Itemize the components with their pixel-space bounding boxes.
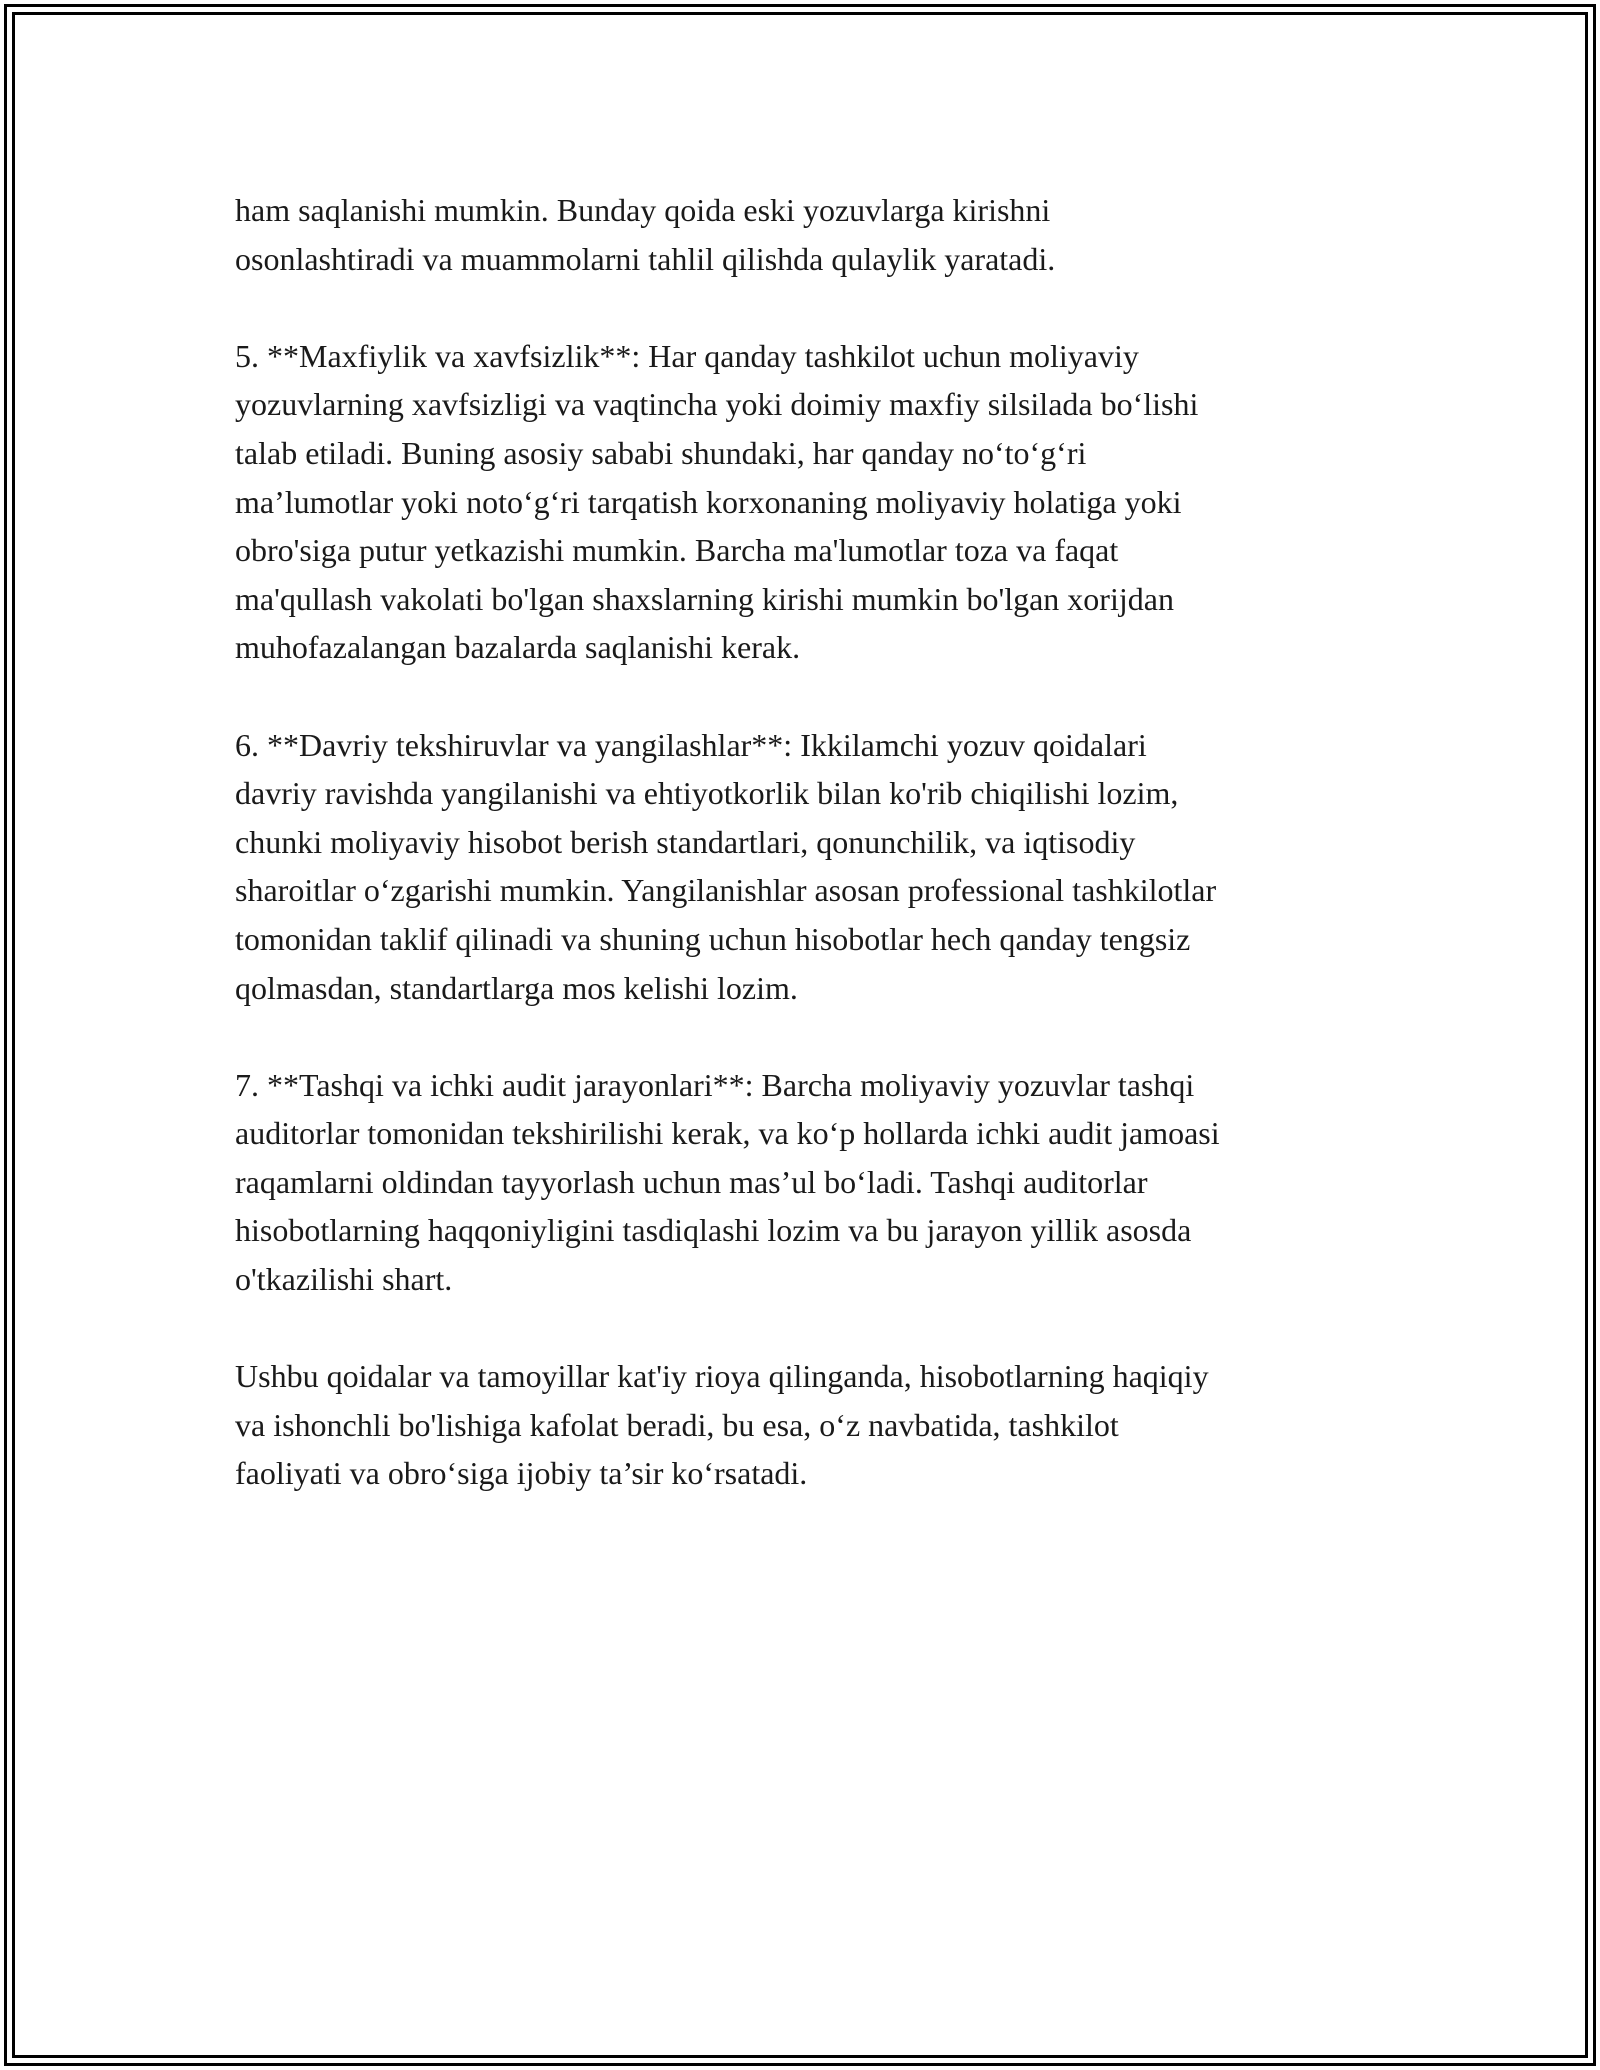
paragraph-item-7: 7. **Tashqi va ichki audit jarayonlari**: Barcha moliyaviy yozuvlar tashqi auditorlar tomonidan tekshirilishi kerak, va ko‘p hollarda ichki audit jamoasi raqamlarni oldindan tayyorlash uchun mas’ul bo‘ladi. Tashqi auditorlar hisobotlarning haqqoniyligini tasdiqlashi lozim va bu jarayon yillik asosda o'tkazilishi shart. xyxy=(235,1066,1220,1298)
paragraph-conclusion: Ushbu qoidalar va tamoyillar kat'iy rioya qilinganda, hisobotlarning haqiqiy va ishonchli bo'lishiga kafolat beradi, bu esa, o‘z navbatida, tashkilot faoliyati va obro‘siga ijobiy ta’sir ko‘rsatadi. xyxy=(235,1358,1209,1492)
paragraph-item-6: 6. **Davriy tekshiruvlar va yangilashlar**: Ikkilamchi yozuv qoidalari davriy ravishda yangilanishi va ehtiyotkorlik bilan ko'rib chiqilishi lozim, chunki moliyaviy hisobot berish standartlari, qonunchilik, va iqtisodiy sharoitlar o‘zgarishi mumkin. Yangilanishlar asosan professional tashkilotlar tomonidan taklif qilinadi va shuning uchun hisobotlar hech qanday tengsiz qolmasdan, standartlarga mos kelishi lozim. xyxy=(235,726,1217,1006)
paragraph-continuation: ham saqlanishi mumkin. Bunday qoida eski yozuvlarga kirishni osonlashtiradi va muammolarni tahlil qilishda qulaylik yaratadi. xyxy=(235,192,1056,277)
paragraph-item-5: 5. **Maxfiylik va xavfsizlik**: Har qanday tashkilot uchun moliyaviy yozuvlarning xavfsizligi va vaqtincha yoki doimiy maxfiy silsilada bo‘lishi talab etiladi. Buning asosiy sababi shundaki, har qanday no‘to‘g‘ri ma’lumotlar yoki noto‘g‘ri tarqatish korxonaning moliyaviy holatiga yoki obro'siga putur yetkazishi mumkin. Barcha ma'lumotlar toza va faqat ma'qullash vakolati bo'lgan shaxslarning kirishi mumkin bo'lgan xorijdan muhofazalangan bazalarda saqlanishi kerak. xyxy=(235,337,1199,666)
document-body xyxy=(235,186,1385,1498)
